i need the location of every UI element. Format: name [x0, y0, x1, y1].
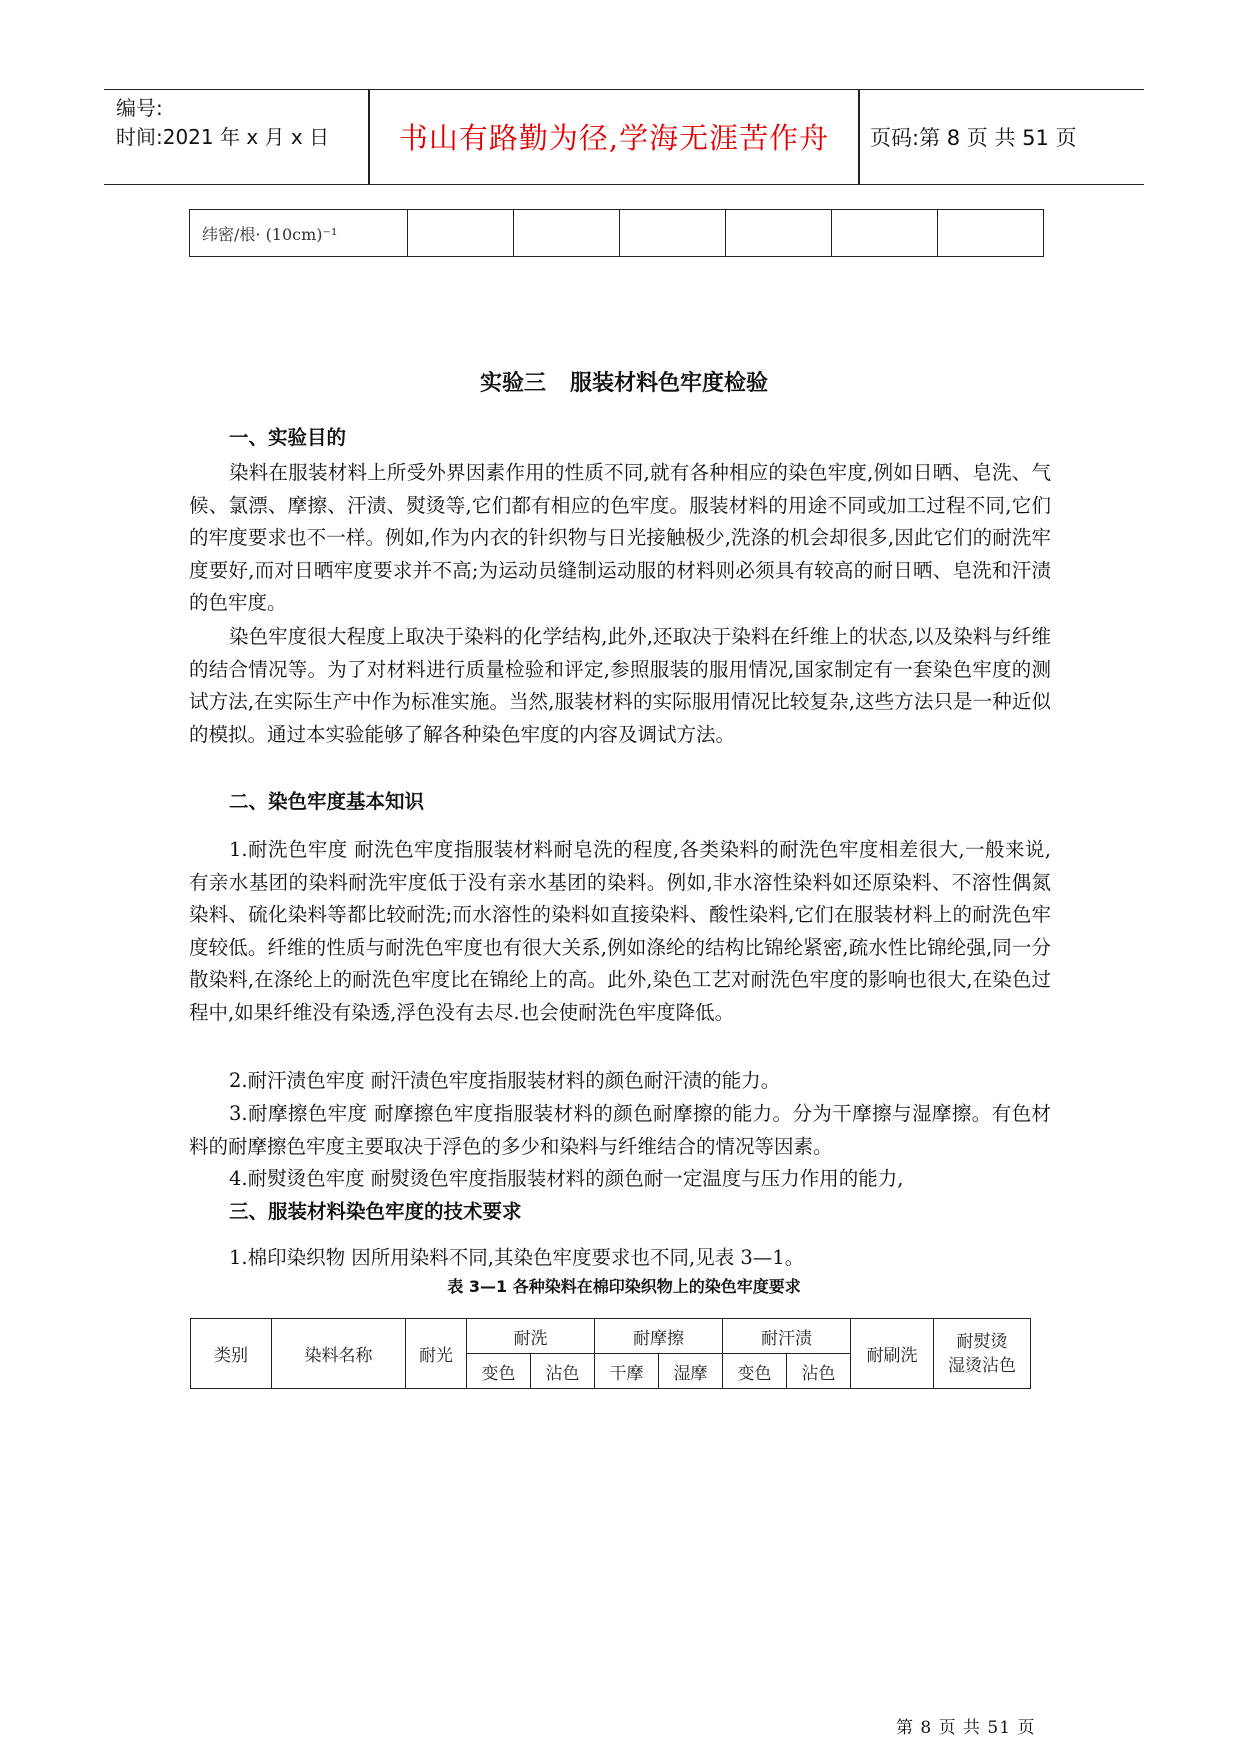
table-cell: [832, 210, 938, 257]
header-motto: 书山有路勤为径,学海无涯苦作舟: [398, 121, 830, 155]
header-cell-brush: 耐刷洗: [851, 1319, 934, 1389]
header-cell-light: 耐光: [406, 1319, 467, 1389]
table-caption: 表 3—1 各种染料在棉印染织物上的染色牢度要求: [447, 1277, 801, 1296]
header-cell-category: 类别: [191, 1319, 272, 1389]
title-part: 服装材料色牢度检验: [570, 371, 769, 396]
header-cell-iron: [934, 1319, 1031, 1389]
table-cell: [726, 210, 832, 257]
body-paragraph: 3.耐摩擦色牢度 耐摩擦色牢度指服装材料的颜色耐摩擦的能力。分为干摩擦与湿摩擦。有色材料的耐摩擦色牢度主要取决于浮色的多少和染料与纤维结合的情况等因素。: [189, 1102, 1051, 1158]
page-footer: 第 8 页 共 51 页: [896, 1718, 1036, 1738]
header-cell-rub: 耐摩擦: [595, 1319, 723, 1354]
subheader-cell-wash-stain: 沾色: [531, 1354, 595, 1389]
body-paragraph: 染料在服装材料上所受外界因素作用的性质不同,就有各种相应的染色牢度,例如日晒、皂洗、气候、氯漂、摩擦、汗渍、熨烫等,它们都有相应的色牢度。服装材料的用途不同或加工过程不同,它们的牢度要求也不一样。例如,作为内衣的针织物与日光接触极少,洗涤的机会却很多,因此它们的耐洗牢度要好,而对日晒牢度要求并不高;为运动员缝制运动服的材料则必须具有较高的耐日晒、皂洗和汗渍的色牢度。: [189, 461, 1051, 615]
table-cell: [938, 210, 1044, 257]
header-meta: [116, 94, 329, 152]
title-part: 实验三: [479, 371, 546, 396]
header-cell-wash: 耐洗: [467, 1319, 595, 1354]
body-paragraph: 1.棉印染织物 因所用染料不同,其染色牢度要求也不同,见表 3—1。: [229, 1246, 805, 1269]
subheader-cell-dry-rub: 干摩: [595, 1354, 659, 1389]
table-cell-label: 纬密/根· (10cm)⁻¹: [190, 210, 408, 257]
document-number-label: 编号:: [116, 96, 163, 120]
previous-table-fragment: [189, 209, 1044, 257]
table-row: [190, 210, 1044, 257]
subheader-cell-wet-rub: 湿摩: [659, 1354, 723, 1389]
subheader-cell-sweat-stain: 沾色: [787, 1354, 851, 1389]
section-heading: 二、染色牢度基本知识: [229, 790, 425, 813]
body-paragraph: 染色牢度很大程度上取决于染料的化学结构,此外,还取决于染料在纤维上的状态,以及染料与纤维的结合情况等。为了对材料进行质量检验和评定,参照服装的服用情况,国家制定有一套染色牢度的测试方法,在实际生产中作为标准实施。当然,服装材料的实际服用情况比较复杂,这些方法只是一种近似的模拟。通过本实验能够了解各种染色牢度的内容及调试方法。: [189, 625, 1051, 746]
body-paragraph: 1.耐洗色牢度 耐洗色牢度指服装材料耐皂洗的程度,各类染料的耐洗色牢度相差很大,一般来说,有亲水基团的染料耐洗牢度低于没有亲水基团的染料。例如,非水溶性染料如还原染料、不溶性偶氮染料、硫化染料等都比较耐洗;而水溶性的染料如直接染料、酸性染料,它们在服装材料上的耐洗色牢度较低。纤维的性质与耐洗色牢度也有很大关系,例如涤纶的结构比锦纶紧密,疏水性比锦纶强,同一分散染料,在涤纶上的耐洗色牢度比在锦纶上的高。此外,染色工艺对耐洗色牢度的影响也很大,在染色过程中,如果纤维没有染透,浮色没有去尽.也会使耐洗色牢度降低。: [189, 838, 1051, 1024]
body-paragraph: 4.耐熨烫色牢度 耐熨烫色牢度指服装材料的颜色耐一定温度与压力作用的能力,: [229, 1167, 904, 1190]
colorfastness-table: [190, 1318, 1031, 1389]
table-cell: [408, 210, 514, 257]
section-heading: 一、实验目的: [229, 426, 347, 449]
table-header-row: [191, 1319, 1031, 1354]
subheader-cell-wash-change: 变色: [467, 1354, 531, 1389]
document-time-label: 时间:2021 年 x 月 x 日: [116, 125, 330, 149]
header-cell-iron-line: 湿烫沾色: [948, 1355, 1016, 1376]
section-heading: 三、服装材料染色牢度的技术要求: [229, 1200, 522, 1223]
header-divider: [858, 90, 860, 184]
header-cell-dye-name: 染料名称: [272, 1319, 406, 1389]
table-cell: [620, 210, 726, 257]
body-paragraph: 2.耐汗渍色牢度 耐汗渍色牢度指服装材料的颜色耐汗渍的能力。: [229, 1069, 781, 1092]
header-page-label: 页码:第 8 页 共 51 页: [870, 126, 1077, 150]
subheader-cell-sweat-change: 变色: [723, 1354, 787, 1389]
header-cell-sweat: 耐汗渍: [723, 1319, 851, 1354]
document-header: [104, 89, 1144, 185]
table-cell: [514, 210, 620, 257]
page-title: [104, 366, 1144, 397]
header-cell-iron-line: 耐熨烫: [956, 1331, 1008, 1352]
